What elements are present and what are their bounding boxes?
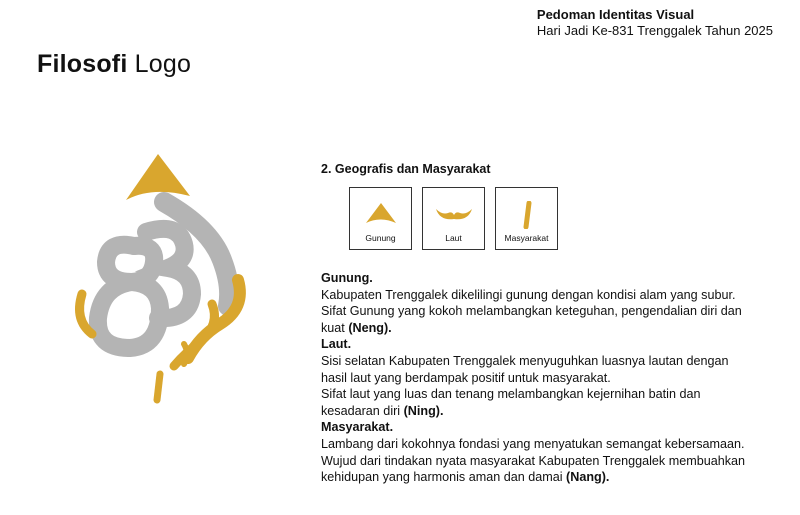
wave-icon [432,201,476,227]
logo-person-mark [157,374,160,400]
description-block [321,270,751,486]
section-title: 2. Geografis dan Masyarakat [321,162,491,176]
masyarakat-paragraph [321,436,751,486]
logo-small-mark [184,344,187,364]
gunung-heading: Gunung. [321,271,373,285]
card-label-masyarakat: Masyarakat [504,233,549,243]
card-label-gunung: Gunung [365,233,396,243]
laut-tag: (Ning). [403,403,444,418]
page-title-regular: Logo [127,50,192,78]
card-laut [422,187,485,250]
guide-title: Pedoman Identitas Visual [536,7,695,22]
logo-mountain-shape [126,154,190,200]
people-icon [520,201,534,229]
laut-paragraph-2 [321,386,751,419]
gunung-tag: (Neng). [348,320,392,335]
logo-eight-top [132,246,154,282]
laut-body-2: Sifat laut yang luas dan tenang melambangkan kejernihan batin dan kesadaran diri [321,387,701,418]
gunung-paragraph [321,287,751,337]
page-title-bold: Filosofi [37,50,128,78]
masyarakat-tag: (Nang). [566,470,610,485]
masyarakat-body: Lambang dari kokohnya fondasi yang menyatukan semangat kebersamaan. Wujud dari tindakan nyata masyarakat Kabupaten Trenggalek membuahkan kehidupan yang harmonis aman dan damai [321,436,746,485]
guide-header [537,7,773,39]
element-cards [349,187,558,250]
mountain-icon [364,201,398,227]
card-label-laut: Laut [445,233,462,243]
masyarakat-heading: Masyarakat. [321,420,394,435]
page-title [37,48,191,80]
hari-jadi-831-logo [60,148,260,408]
card-masyarakat [495,187,558,250]
card-gunung [349,187,412,250]
guide-subtitle: Hari Jadi Ke-831 Trenggalek Tahun 2025 [536,23,773,38]
laut-heading: Laut. [321,337,352,352]
laut-body-1: Sisi selatan Kabupaten Trenggalek menyuguhkan luasnya lautan dengan hasil laut yang berdampak positif untuk masyarakat. [321,353,729,385]
gunung-body: Kabupaten Trenggalek dikelilingi gunung dengan kondisi alam yang subur. Sifat Gunung yang kokoh melambangkan keteguhan, pengendalian diri dan kuat [321,287,742,335]
